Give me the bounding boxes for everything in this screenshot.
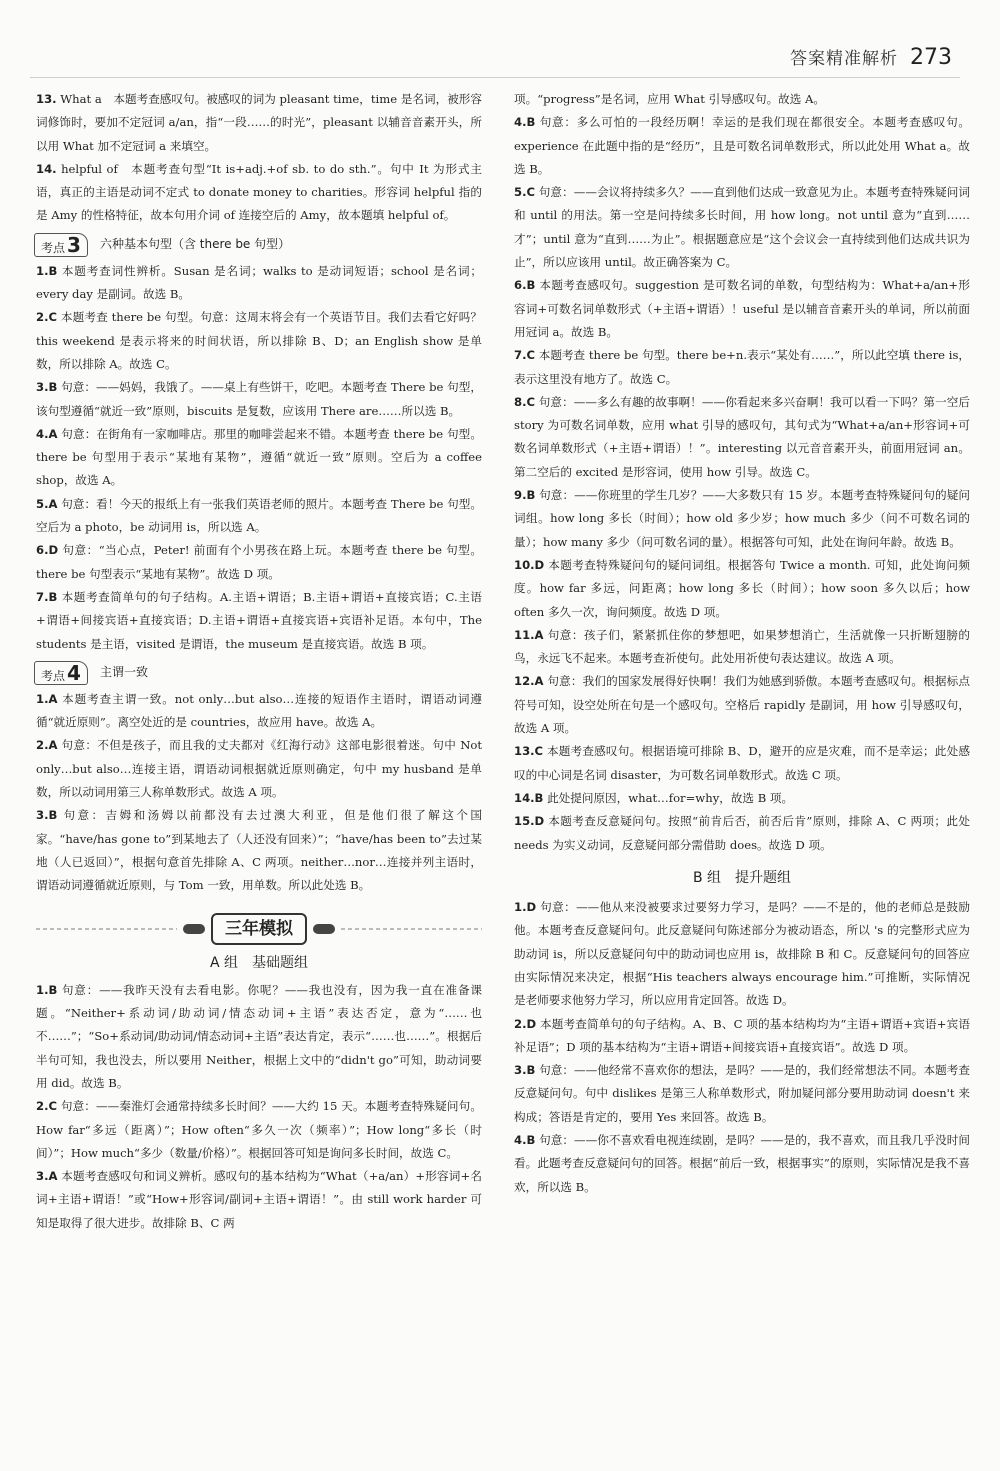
answer-text: 句意：——你班里的学生几岁？——大多数只有 15 岁。本题考查特殊疑问句的疑问词组。how long 多长（时间）；how old 多少岁；how much 多少（问不可数名词的量）；how many 多少（问可数名词的量）。根据答句可知，此处在询问年龄。故选 B。 (514, 488, 970, 549)
answer-number: 6.B (514, 278, 536, 293)
page-header (790, 44, 952, 74)
answer-entry (514, 810, 970, 857)
answer-entry (514, 274, 970, 344)
group-b-title: B 组 提升题组 (692, 869, 792, 886)
section-4-title: 主谓一致 (99, 665, 148, 680)
answer-text: 句意：看！今天的报纸上有一张我们英语老师的照片。本题考查 There be 句型。空后为 a photo，be 动词用 is，所以选 A。 (36, 496, 482, 535)
answer-entry (514, 181, 970, 274)
group-b-entries (514, 896, 970, 1199)
answer-text: 句意：——多么有趣的故事啊！——你看起来多兴奋啊！我可以看一下吗？第一空后 story 为可数名词单数，应用 what 引导的感叹句，其句式为“What+a/an+形容词+可数名词单数形式（+主语+谓语）！”。interesting 以元音音素开头，前面用冠词 an。第二空后的 excited 是形容词，使用 how 引导。故选 C。 (514, 394, 970, 479)
section-3-badge-number: 3 (67, 232, 81, 257)
answer-text: 句意：——会议将持续多久？——直到他们达成一致意见为止。本题考查特殊疑问词和 until 的用法。第一空是问持续多长时间，用 how long。not until 意为“直到……才”；until 意为“直到……为止”。根据题意应是“这个会议会一直持续到他们达成共识为止”，所以应该用 until。故正确答案为 C。 (514, 185, 970, 270)
answer-entry (36, 158, 482, 228)
section-3-badge (34, 233, 88, 257)
answer-text: 本题考查词性辨析。Susan 是名词；walks to 是动词短语；school 是名词；every day 是副词。故选 B。 (36, 263, 482, 302)
answer-entry (36, 88, 482, 158)
answer-entry (514, 896, 970, 1012)
answer-number: 7.C (514, 348, 535, 363)
answer-text: 本题考查简单句的句子结构。A.主语+谓语；B.主语+谓语+直接宾语；C.主语+谓语+间接宾语+直接宾语；D.主语+谓语+直接宾语+宾语补足语。本句中，The students 是主语，visited 是谓语，the museum 是直接宾语。故选 B 项。 (36, 589, 482, 651)
answer-number: 2.A (36, 738, 58, 753)
three-year-banner (36, 914, 482, 944)
answer-text: 句意：不但是孩子，而且我的丈夫都对《红海行动》这部电影很着迷。句中 Not only…but also…连接主语，谓语动词根据就近原则确定，句中 my husband 是单数，所以动词用第三人称单数形式。故选 A 项。 (36, 738, 482, 800)
answer-entry (36, 493, 482, 540)
answer-entry (514, 111, 970, 181)
banner-right-dot (313, 924, 335, 934)
answer-text: 句意：——他经常不喜欢你的想法，是吗？——是的，我们经常想法不同。本题考查反意疑问句。句中 dislikes 是第三人称单数形式，附加疑问部分要用助动词 doesn't 来构成；答语是肯定的，要用 Yes 来回答。故选 B。 (514, 1063, 970, 1124)
section-3-entries (36, 260, 482, 656)
answer-entry (514, 624, 970, 671)
answer-entry (36, 586, 482, 656)
answer-number: 3.B (36, 808, 58, 823)
answer-number: 7.B (36, 589, 58, 604)
answer-entry (36, 260, 482, 307)
answer-number: 5.C (514, 185, 535, 200)
answer-entry (36, 804, 482, 897)
answer-entry (36, 306, 482, 376)
answer-entry (514, 787, 970, 810)
answer-number: 2.D (514, 1016, 537, 1031)
answer-entry (514, 740, 970, 787)
answer-text: 句意：吉姆和汤姆以前都没有去过澳大利亚，但是他们很了解这个国家。“have/has gone to”到某地去了（人还没有回来）”；“have/has been to”去过某地（人已返回）”，根据句意首先排除 A、C 两项。neither…nor…连接并列主语时，谓语动词遵循就近原则，与 Tom 一致，用单数。所以此处选 B。 (36, 808, 482, 893)
answer-entry (514, 391, 970, 484)
right-column (514, 88, 970, 1199)
answer-text: 本题考查 there be 句型。there be+n.表示“某处有……”，所以此空填 there is，表示这里没有地方了。故选 C。 (514, 348, 971, 386)
answer-number: 1.B (36, 263, 58, 278)
answer-number: 2.C (36, 1099, 57, 1114)
section-3-title: 六种基本句型（含 there be 句型） (99, 237, 291, 252)
answer-text: 句意：我们的国家发展得好快啊！我们为她感到骄傲。本题考查感叹句。根据标点符号可知，设空处所在句是一个感叹句。空格后 rapidly 是副词，用 how 引导感叹句，故选 A 项。 (514, 674, 970, 736)
answer-entry (36, 979, 482, 1095)
answer-number: 11.A (514, 627, 544, 642)
answer-text: 本题考查反意疑问句。按照“前肯后否，前否后肯”原则，排除 A、C 两项；此处 needs 为实义动词，反意疑问部分需借助 does。故选 D 项。 (514, 814, 970, 852)
answer-entry (514, 344, 970, 391)
left-column (36, 88, 482, 1235)
answer-number: 14. (36, 161, 57, 176)
answer-text: 本题考查主谓一致。not only…but also…连接的短语作主语时，谓语动词遵循“就近原则”。离空处近的是 countries，故应用 have。故选 A。 (36, 691, 483, 730)
answer-text: 此处提问原因，what…for=why，故选 B 项。 (547, 790, 794, 805)
answer-number: 3.B (514, 1063, 536, 1078)
banner-right-line (341, 928, 482, 930)
left-top-entries (36, 88, 482, 228)
answer-text: 句意：——你不喜欢看电视连续剧，是吗？——是的，我不喜欢，而且我几乎没时间看。此题考查反意疑问句的回答。根据“前后一致，根据事实”的原则，实际情况是我不喜欢，所以选 B。 (514, 1133, 970, 1194)
answer-text: 句意：“当心点，Peter! 前面有个小男孩在路上玩。本题考查 there be 句型。there be 句型表示“某地有某物”。故选 D 项。 (36, 543, 482, 581)
section-3-badge-label: 考点 (41, 240, 66, 255)
answer-text: What a 本题考查感叹句。被感叹的词为 pleasant time，time 是名词，被形容词修饰时，要加不定冠词 a/an，指“一段……的时光”，pleasant 以辅音音素开头，所以用 What 加不定冠词 a 来填空。 (36, 92, 483, 153)
answer-entry (514, 670, 970, 740)
answer-text: 本题考查感叹句和词义辨析。感叹句的基本结构为“What（+a/an）+形容词+名词+主语+谓语！”或“How+形容词/副词+主语+谓语！”。由 still work harder 可知是取得了很大进步。故排除 B、C 两 (36, 1169, 482, 1230)
answer-text: 句意：在街角有一家咖啡店。那里的咖啡尝起来不错。本题考查 there be 句型。there be 句型用于表示“某地有某物”，遵循“就近一致”原则。空后为 a coffee shop，故选 A。 (36, 426, 482, 488)
answer-entry (36, 423, 482, 493)
answer-number: 4.B (514, 1133, 536, 1148)
answer-entry (514, 1059, 970, 1129)
answer-number: 2.C (36, 310, 57, 325)
answer-number: 4.A (36, 426, 58, 441)
answer-number: 1.A (36, 691, 58, 706)
group-a-entries (36, 979, 482, 1235)
section-4-entries (36, 688, 482, 898)
answer-number: 6.D (36, 543, 59, 558)
answer-text: 句意：多么可怕的一段经历啊！幸运的是我们现在都很安全。本题考查感叹句。experience 在此题中指的是“经历”，且是可数名词单数形式，所以此处用 What a。故选 B。 (514, 115, 970, 176)
answer-text: 本题考查特殊疑问句的疑问词组。根据答句 Twice a month. 可知，此处询问频度。how far 多远，问距离；how long 多长（时间）；how soon 多久以后；how often 多久一次，询问频度。故选 D 项。 (514, 557, 971, 619)
answer-entry (36, 539, 482, 586)
answer-text: 句意：——妈妈，我饿了。——桌上有些饼干，吃吧。本题考查 There be 句型，该句型遵循“就近一致”原则，biscuits 是复数，应该用 There are……所以选 B。 (36, 380, 482, 418)
page-number: 273 (910, 45, 952, 70)
section-3-heading (34, 232, 482, 258)
answer-entry (36, 1165, 482, 1235)
answer-number: 13.C (514, 744, 544, 759)
answer-text: 句意：——我昨天没有去看电影。你呢？——我也没有，因为我一直在准备课题。“Neither+系动词/助动词/情态动词+主语”表达否定，意为“……也不……”；“So+系动词/助动词/情态动词+主语”表达肯定，表示“……也……”。根据后半句可知，我也没去，所以要用 Neither，根据上文中的“didn't go”可知，助动词要用 did。故选 B。 (36, 982, 482, 1090)
banner-title: 三年模拟 (211, 913, 307, 945)
answer-entry (36, 376, 482, 423)
answer-entry (36, 1095, 482, 1165)
answer-number: 10.D (514, 557, 545, 572)
answer-entry (36, 734, 482, 804)
answer-entry (514, 554, 970, 624)
answer-text: 句意：——秦淮灯会通常持续多长时间？——大约 15 天。本题考查特殊疑问句。How far“多远（距离）”；How often“多久一次（频率）”；How long“多长（时间）”；How much“多少（数量/价格）”。根据回答可知是询问多长时间，故选 C。 (36, 1099, 482, 1160)
section-4-heading (34, 660, 482, 686)
answer-text: 本题考查感叹句。根据语境可排除 B、D，避开的应是灾难，而不是幸运；此处感叹的中心词是名词 disaster，为可数名词单数形式。故选 C 项。 (514, 744, 970, 782)
section-4-badge-label: 考点 (41, 668, 66, 683)
answer-text: helpful of 本题考查句型“It is+adj.+of sb. to do sth.”。句中 It 为形式主语，真正的主语是动词不定式 to donate money to charities。形容词 helpful 指的是 Amy 的性格特征，故本句用介词 of 连接空后的 Amy，故本题填 helpful of。 (36, 161, 482, 223)
answer-number: 9.B (514, 488, 536, 503)
banner-left-dot (183, 924, 205, 934)
answer-text: 本题考查 there be 句型。句意：这周末将会有一个英语节目。我们去看它好吗？this weekend 是表示将来的时间状语，所以排除 B、D；an English show 是单数，所以排除 A。故选 C。 (36, 310, 483, 371)
answer-entry (36, 688, 482, 735)
header-title: 答案精准解析 (790, 49, 898, 69)
answer-entry (514, 484, 970, 554)
answer-number: 4.B (514, 115, 536, 130)
header-rule (30, 77, 960, 78)
answer-number: 1.B (36, 982, 58, 997)
answer-entry (514, 1129, 970, 1199)
banner-left-line (36, 928, 177, 930)
answer-text: 本题考查感叹句。suggestion 是可数名词的单数，句型结构为：What+a/an+形容词+可数名词单数形式（+主语+谓语）！useful 是以辅音音素开头的单词，所以前面用冠词 a。故选 B。 (514, 278, 971, 339)
answer-number: 15.D (514, 814, 545, 829)
section-4-badge (34, 661, 88, 685)
answer-number: 12.A (514, 674, 544, 689)
section-4-badge-number: 4 (67, 660, 81, 685)
group-a-entries-continued (514, 111, 970, 857)
answer-number: 13. (36, 92, 57, 106)
answer-number: 8.C (514, 394, 535, 409)
answer-number: 1.D (514, 900, 537, 915)
answer-entry (514, 1013, 970, 1060)
answer-number: 3.A (36, 1169, 58, 1184)
group-a-title: A 组 基础题组 (209, 954, 309, 971)
answer-text: 句意：孩子们，紧紧抓住你的梦想吧，如果梦想消亡，生活就像一只折断翅膀的鸟，永远飞不起来。本题考查祈使句。此处用祈使句表达建议。故选 A 项。 (514, 627, 970, 666)
answer-number: 3.B (36, 380, 58, 395)
answer-text: 本题考查简单句的句子结构。A、B、C 项的基本结构均为“主语+谓语+宾语+宾语补足语”；D 项的基本结构为“主语+谓语+间接宾语+直接宾语”。故选 D 项。 (514, 1016, 970, 1054)
continued-text: 项。“progress”是名词，应用 What 引导感叹句。故选 A。 (514, 92, 826, 106)
answer-number: 5.A (36, 496, 58, 511)
answer-number: 14.B (514, 790, 544, 805)
answer-text: 句意：——他从来没被要求过要努力学习，是吗？——不是的，他的老师总是鼓励他。本题考查反意疑问句。此反意疑问句陈述部分为被动语态，所以 's 的完整形式应为助动词 is，所以反意疑问句中的助动词也应用 is，故排除 B 和 C。反意疑问句的回答应由实际情况来决定，根据“His teachers always encourage him.”可推断，实际情况是老师要求他努力学习，所以应用肯定回答。故选 D。 (514, 900, 970, 1008)
